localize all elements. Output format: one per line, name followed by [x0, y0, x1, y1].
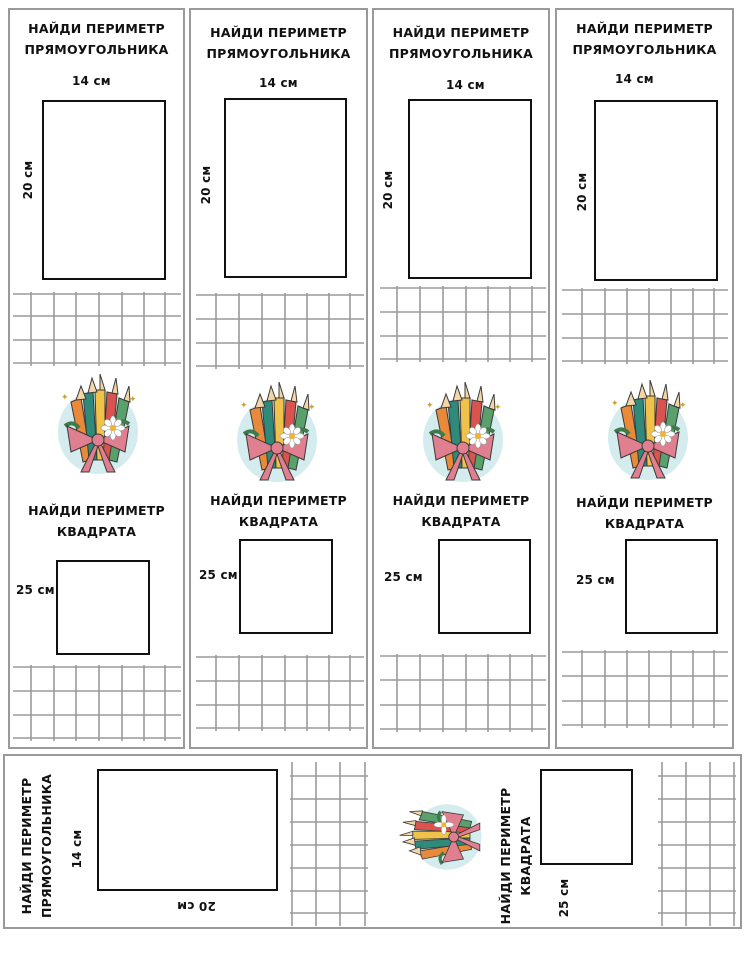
- answer-grid-bottom: [562, 650, 728, 728]
- rectangle-title: [191, 22, 366, 64]
- svg-text:✦: ✦: [611, 399, 619, 409]
- svg-text:✦: ✦: [129, 395, 137, 405]
- pencil-bouquet-icon: [53, 372, 143, 482]
- answer-grid-top: [196, 293, 364, 369]
- svg-text:✦: ✦: [679, 401, 687, 411]
- rectangle-shape: [97, 769, 278, 891]
- square-side-label: 25 см: [557, 878, 571, 918]
- rectangle-title-line-1: НАЙДИ ПЕРИМЕТР: [576, 21, 713, 36]
- square-title-line-1: НАЙДИ ПЕРИМЕТР: [28, 503, 165, 518]
- pencil-bouquet-icon: [603, 378, 693, 488]
- rectangle-shape: [594, 100, 718, 281]
- square-side-label: 25 см: [384, 570, 423, 584]
- square-side-label: 25 см: [16, 583, 55, 597]
- pencil-bouquet-icon: [418, 380, 508, 490]
- square-shape: [56, 560, 150, 655]
- square-title: [557, 492, 732, 534]
- square-title-line-2: КВАДРАТА: [238, 514, 319, 529]
- answer-grid-top: [562, 288, 728, 364]
- square-title: [191, 490, 366, 532]
- bookmark-card-2: [189, 8, 368, 749]
- rectangle-title-line-2: ПРЯМОУГОЛЬНИКА: [24, 42, 169, 57]
- rectangle-title-line-1: НАЙДИ ПЕРИМЕТР: [28, 21, 165, 36]
- square-title-line-2: КВАДРАТА: [421, 514, 501, 529]
- rectangle-title: [374, 22, 548, 64]
- pencil-bouquet-icon: [388, 792, 498, 882]
- bookmark-card-1: [8, 8, 185, 749]
- square-shape: [438, 539, 531, 634]
- svg-text:✦: ✦: [426, 401, 434, 411]
- square-shape: [625, 539, 718, 634]
- rectangle-title-line-1: НАЙДИ ПЕРИМЕТР: [210, 25, 347, 40]
- square-title-line-2: КВАДРАТА: [604, 516, 685, 531]
- svg-text:✦: ✦: [61, 393, 69, 403]
- rectangle-height-label: 20 см: [381, 170, 395, 210]
- answer-grid-right: [658, 762, 736, 926]
- answer-grid-top: [13, 292, 181, 366]
- svg-text:✦: ✦: [494, 403, 502, 413]
- square-side-label: 25 см: [199, 568, 238, 582]
- answer-grid-bottom: [380, 654, 546, 732]
- rectangle-height-label: 20 см: [21, 160, 35, 200]
- rectangle-title: [557, 18, 732, 60]
- rectangle-title: [17, 771, 57, 921]
- rectangle-shape: [42, 100, 166, 280]
- bookmark-card-4: [555, 8, 734, 749]
- rectangle-title-line-2: ПРЯМОУГОЛЬНИКА: [206, 46, 351, 61]
- rectangle-title-line-2: ПРЯМОУГОЛЬНИКА: [572, 42, 717, 57]
- square-title-line-1: НАЙДИ ПЕРИМЕТР: [498, 787, 513, 925]
- rectangle-title-line-1: НАЙДИ ПЕРИМЕТР: [392, 25, 530, 40]
- square-title: [496, 781, 536, 931]
- square-title: [10, 500, 183, 542]
- pencil-bouquet-icon: [232, 380, 322, 490]
- answer-grid-bottom: [196, 655, 364, 731]
- svg-text:✦: ✦: [308, 403, 316, 413]
- square-title-line-2: КВАДРАТА: [518, 816, 533, 896]
- rectangle-shape: [224, 98, 347, 278]
- answer-grid-bottom: [13, 665, 181, 741]
- svg-text:✦: ✦: [240, 401, 248, 411]
- rectangle-width-label: 14 см: [259, 76, 298, 90]
- rectangle-height-label: 20 см: [575, 172, 589, 212]
- rectangle-width-label: 14 см: [70, 829, 84, 869]
- square-shape: [540, 769, 633, 865]
- bookmark-card-3: [372, 8, 550, 749]
- square-title-line-2: КВАДРАТА: [56, 524, 137, 539]
- rectangle-title-line-2: ПРЯМОУГОЛЬНИКА: [39, 773, 54, 919]
- answer-grid-top: [380, 286, 546, 362]
- square-title-line-1: НАЙДИ ПЕРИМЕТР: [576, 495, 713, 510]
- square-title-line-1: НАЙДИ ПЕРИМЕТР: [392, 493, 530, 508]
- rectangle-width-label: 14 см: [446, 78, 485, 92]
- rectangle-height-label: 20 см: [177, 899, 216, 913]
- rectangle-width-label: 14 см: [615, 72, 654, 86]
- rectangle-shape: [408, 99, 532, 279]
- rectangle-height-label: 20 см: [199, 165, 213, 205]
- square-side-label: 25 см: [576, 573, 615, 587]
- horizontal-bookmark-card: [3, 754, 742, 929]
- rectangle-width-label: 14 см: [72, 74, 111, 88]
- answer-grid-left: [290, 762, 368, 926]
- rectangle-title-line-2: ПРЯМОУГОЛЬНИКА: [388, 46, 534, 61]
- rectangle-title-line-1: НАЙДИ ПЕРИМЕТР: [19, 777, 34, 915]
- square-title-line-1: НАЙДИ ПЕРИМЕТР: [210, 493, 347, 508]
- square-shape: [239, 539, 333, 634]
- square-title: [374, 490, 548, 532]
- rectangle-title: [10, 18, 183, 60]
